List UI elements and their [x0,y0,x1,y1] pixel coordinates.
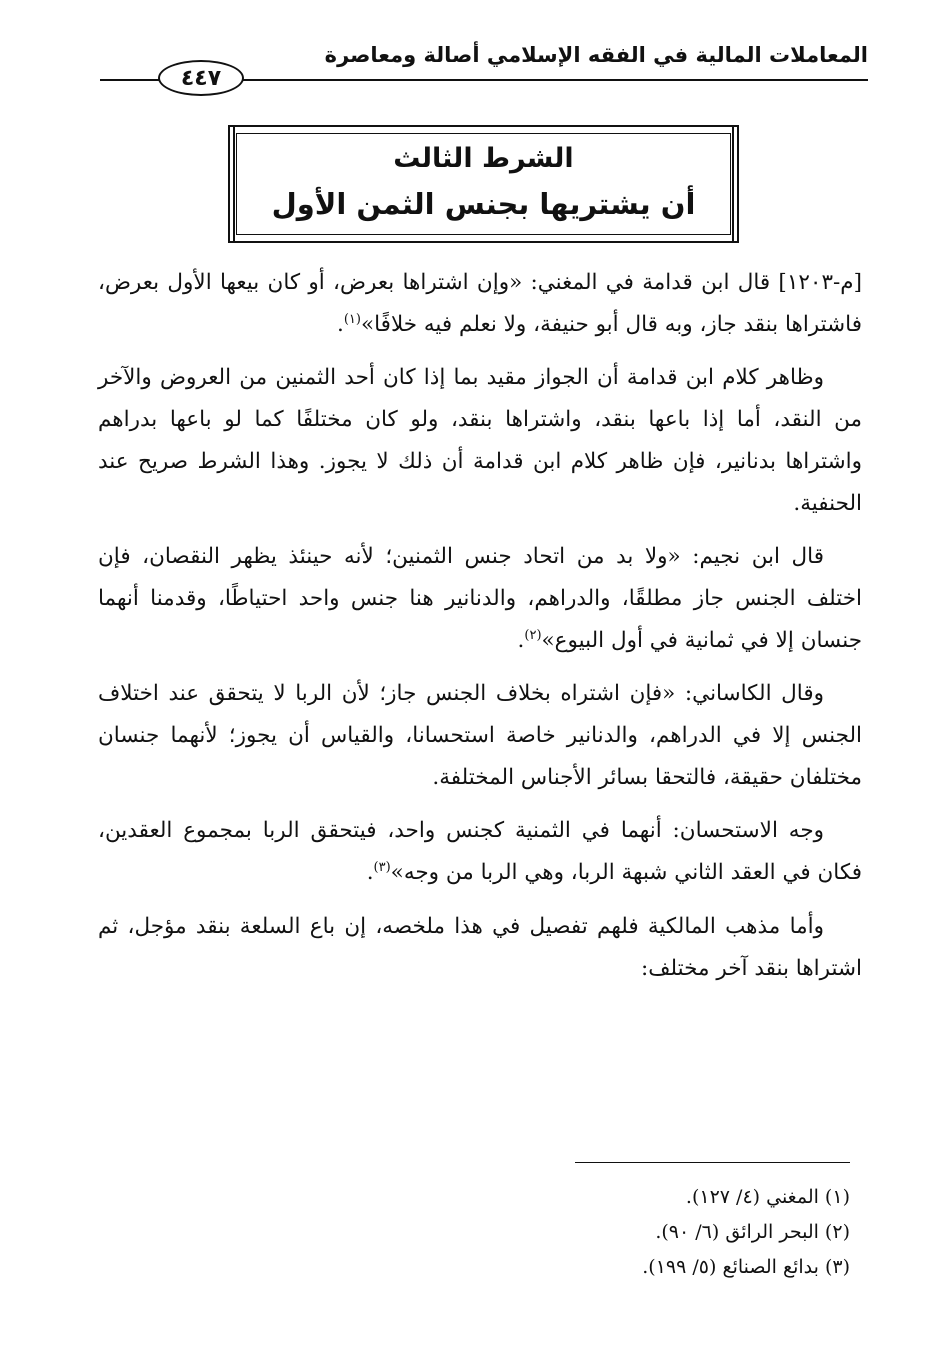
paragraph [98,262,862,345]
paragraph [98,536,862,661]
paragraph-text: وأما مذهب المالكية فلهم تفصيل في هذا ملخصه، إن باع السلعة بنقد مؤجل، ثم اشتراها بنقد آخر مختلف: [98,913,862,981]
footnote: (٣) بدائع الصنائع (٥/ ١٩٩). [642,1256,850,1278]
footnote: (١) المغني (٤/ ١٢٧). [685,1186,850,1208]
paragraph [98,673,862,798]
footnote-ref: (٣) [373,859,391,875]
footnote-rule [575,1162,850,1163]
paragraph [98,810,862,893]
paragraph-tail: . [366,860,374,886]
running-title: المعاملات المالية في الفقه الإسلامي أصالة ومعاصرة [324,43,868,67]
footnote: (٢) البحر الرائق (٦/ ٩٠). [655,1221,850,1243]
paragraph-text: وجه الاستحسان: أنهما في الثمنية كجنس واحد، فيتحقق الربا بمجموع العقدين، فكان في العقد الثاني شبهة الربا، وهي الربا من وجه» [98,818,862,886]
paragraph-tail: . [517,627,525,653]
footnotes [380,1180,850,1285]
section-subtitle: أن يشتريها بجنس الثمن الأول [271,187,696,221]
footnote-ref: (٢) [524,627,542,643]
paragraph-tail: . [336,311,344,337]
paragraph-text: وقال الكاساني: «فإن اشتراه بخلاف الجنس جاز؛ لأن الربا لا يتحقق عند اختلاف الجنس إلا في الدراهم، والدنانير خاصة استحسانا، والقياس أن يجوز؛ لأنهما جنسان مختلفان حقيقة، فالتحقا بسائر الأجناس المختلفة. [98,681,862,790]
paragraph [98,906,862,989]
page-number: ٤٤٧ [158,60,244,96]
section-title-box [228,125,739,243]
paragraph-text: قال ابن نجيم: «ولا بد من اتحاد جنس الثمنين؛ لأنه حينئذ يظهر النقصان، فإن اختلف الجنس جاز مطلقًا، والدراهم، والدنانير هنا جنس واحد احتياطًا، وقدمنا أنهما جنسان إلا في ثمانية في أول البيوع» [98,544,862,653]
paragraph-text: [م-١٢٠٣] قال ابن قدامة في المغني: «وإن اشتراها بعرض، أو كان بيعها الأول بعرض، فاشتراها بنقد جاز، وبه قال أبو حنيفة، ولا نعلم فيه خلافًا» [98,270,862,337]
section-title: الشرط الثالث [393,143,574,174]
paragraph [98,357,862,524]
paragraph-text: وظاهر كلام ابن قدامة أن الجواز مقيد بما إذا كان أحد الثمنين من العروض والآخر من النقد، أما إذا باعها بنقد، واشتراها بنقد، ولو كان مختلفًا كما لو باعها بدراهم واشتراها بدنانير، فإن ظاهر كلام ابن قدامة أن ذلك لا يجوز. وهذا الشرط صريح عند الحنفية. [98,365,862,516]
footnote-ref: (١) [343,311,361,327]
body-text [98,262,862,989]
